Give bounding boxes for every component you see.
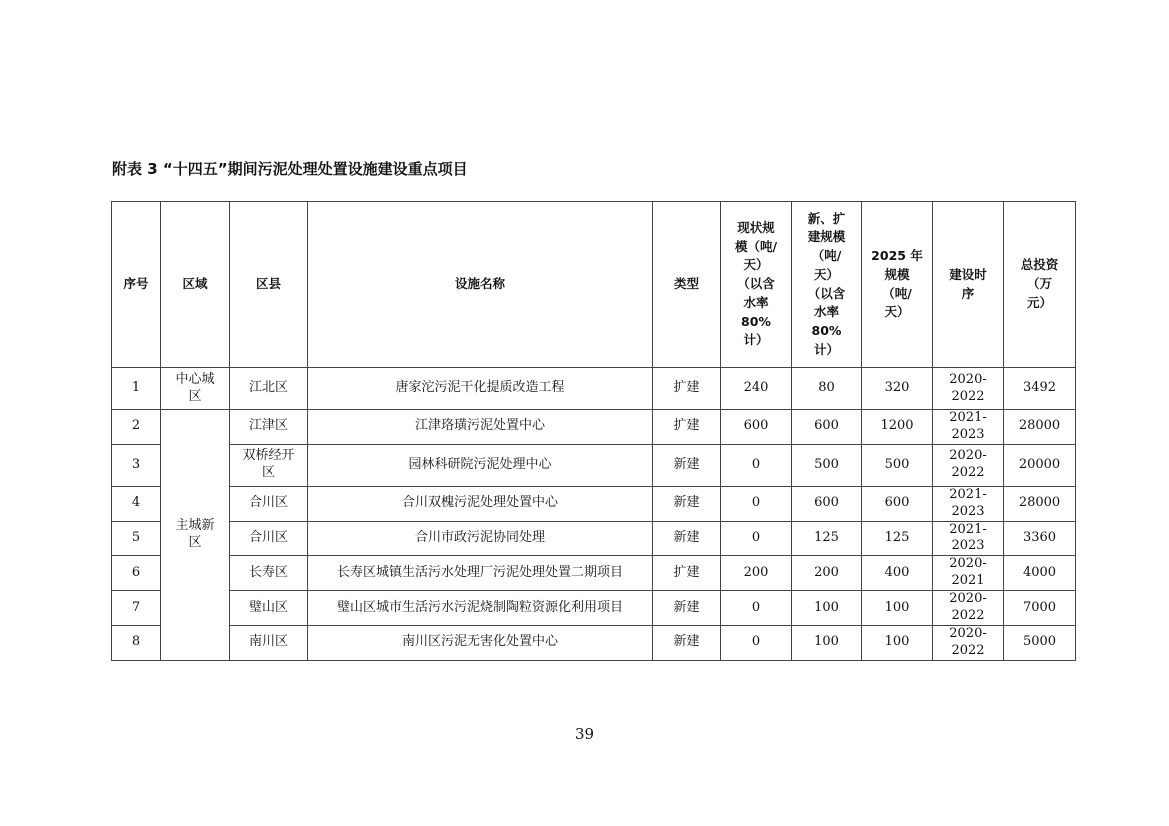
header-investment: 总投资 （万 元） <box>1004 202 1076 368</box>
cell-period: 2020- 2022 <box>933 625 1004 660</box>
cell-period: 2020- 2022 <box>933 444 1004 486</box>
cell-invest: 20000 <box>1004 444 1076 486</box>
cell-district: 双桥经开 区 <box>230 444 308 486</box>
cell-seq: 6 <box>112 556 161 591</box>
cell-2025: 100 <box>862 591 933 626</box>
cell-region-central: 中心城 区 <box>161 368 230 410</box>
cell-2025: 1200 <box>862 410 933 445</box>
cell-district: 长寿区 <box>230 556 308 591</box>
cell-new: 500 <box>792 444 862 486</box>
cell-district: 江北区 <box>230 368 308 410</box>
table-row <box>112 444 1076 486</box>
table-row <box>112 625 1076 660</box>
cell-current: 0 <box>721 591 792 626</box>
cell-type: 新建 <box>653 486 721 521</box>
cell-current: 0 <box>721 625 792 660</box>
table-row <box>112 486 1076 521</box>
header-type: 类型 <box>653 202 721 368</box>
cell-seq: 3 <box>112 444 161 486</box>
cell-seq: 4 <box>112 486 161 521</box>
page-number: 39 <box>574 725 595 743</box>
cell-new: 200 <box>792 556 862 591</box>
cell-invest: 7000 <box>1004 591 1076 626</box>
cell-invest: 4000 <box>1004 556 1076 591</box>
cell-district: 合川区 <box>230 486 308 521</box>
cell-2025: 100 <box>862 625 933 660</box>
cell-district: 璧山区 <box>230 591 308 626</box>
cell-current: 600 <box>721 410 792 445</box>
cell-current: 240 <box>721 368 792 410</box>
cell-invest: 3492 <box>1004 368 1076 410</box>
cell-type: 新建 <box>653 591 721 626</box>
cell-2025: 125 <box>862 521 933 556</box>
cell-new: 100 <box>792 591 862 626</box>
cell-seq: 2 <box>112 410 161 445</box>
cell-seq: 1 <box>112 368 161 410</box>
header-period: 建设时 序 <box>933 202 1004 368</box>
cell-district: 南川区 <box>230 625 308 660</box>
header-row <box>112 202 1076 368</box>
table-row <box>112 556 1076 591</box>
cell-period: 2020- 2022 <box>933 591 1004 626</box>
cell-new: 600 <box>792 410 862 445</box>
cell-type: 扩建 <box>653 410 721 445</box>
cell-new: 100 <box>792 625 862 660</box>
cell-period: 2021- 2023 <box>933 521 1004 556</box>
table-row <box>112 368 1076 410</box>
cell-invest: 5000 <box>1004 625 1076 660</box>
cell-2025: 600 <box>862 486 933 521</box>
header-2025-scale: 2025 年 规模 （吨/ 天） <box>862 202 933 368</box>
cell-type: 扩建 <box>653 556 721 591</box>
cell-facility: 长寿区城镇生活污水处理厂污泥处理处置二期项目 <box>308 556 653 591</box>
table-row <box>112 410 1076 445</box>
cell-new: 80 <box>792 368 862 410</box>
cell-invest: 28000 <box>1004 486 1076 521</box>
header-region: 区域 <box>161 202 230 368</box>
header-current-scale: 现状规 模（吨/ 天） （以含 水率 80% 计） <box>721 202 792 368</box>
cell-period: 2020- 2022 <box>933 368 1004 410</box>
cell-new: 125 <box>792 521 862 556</box>
cell-2025: 320 <box>862 368 933 410</box>
cell-current: 200 <box>721 556 792 591</box>
cell-type: 新建 <box>653 625 721 660</box>
cell-facility: 合川市政污泥协同处理 <box>308 521 653 556</box>
header-seq: 序号 <box>112 202 161 368</box>
cell-facility: 江津珞璜污泥处置中心 <box>308 410 653 445</box>
table-row <box>112 591 1076 626</box>
cell-facility: 唐家沱污泥干化提质改造工程 <box>308 368 653 410</box>
table-title: 附表 3 “十四五”期间污泥处理处置设施建设重点项目 <box>112 160 468 178</box>
header-district: 区县 <box>230 202 308 368</box>
cell-invest: 3360 <box>1004 521 1076 556</box>
cell-period: 2021- 2023 <box>933 486 1004 521</box>
cell-period: 2021- 2023 <box>933 410 1004 445</box>
cell-facility: 南川区污泥无害化处置中心 <box>308 625 653 660</box>
table-row <box>112 521 1076 556</box>
cell-type: 新建 <box>653 521 721 556</box>
header-facility: 设施名称 <box>308 202 653 368</box>
cell-2025: 400 <box>862 556 933 591</box>
cell-seq: 5 <box>112 521 161 556</box>
cell-period: 2020- 2021 <box>933 556 1004 591</box>
cell-new: 600 <box>792 486 862 521</box>
cell-region-main: 主城新 区 <box>161 410 230 661</box>
cell-current: 0 <box>721 521 792 556</box>
projects-table <box>111 201 1076 661</box>
cell-seq: 7 <box>112 591 161 626</box>
cell-type: 扩建 <box>653 368 721 410</box>
cell-type: 新建 <box>653 444 721 486</box>
cell-facility: 合川双槐污泥处理处置中心 <box>308 486 653 521</box>
header-new-scale: 新、扩 建规模 （吨/ 天） （以含 水率 80% 计） <box>792 202 862 368</box>
cell-facility: 园林科研院污泥处理中心 <box>308 444 653 486</box>
cell-current: 0 <box>721 444 792 486</box>
cell-district: 合川区 <box>230 521 308 556</box>
cell-current: 0 <box>721 486 792 521</box>
cell-invest: 28000 <box>1004 410 1076 445</box>
cell-seq: 8 <box>112 625 161 660</box>
cell-facility: 璧山区城市生活污水污泥烧制陶粒资源化利用项目 <box>308 591 653 626</box>
cell-district: 江津区 <box>230 410 308 445</box>
cell-2025: 500 <box>862 444 933 486</box>
